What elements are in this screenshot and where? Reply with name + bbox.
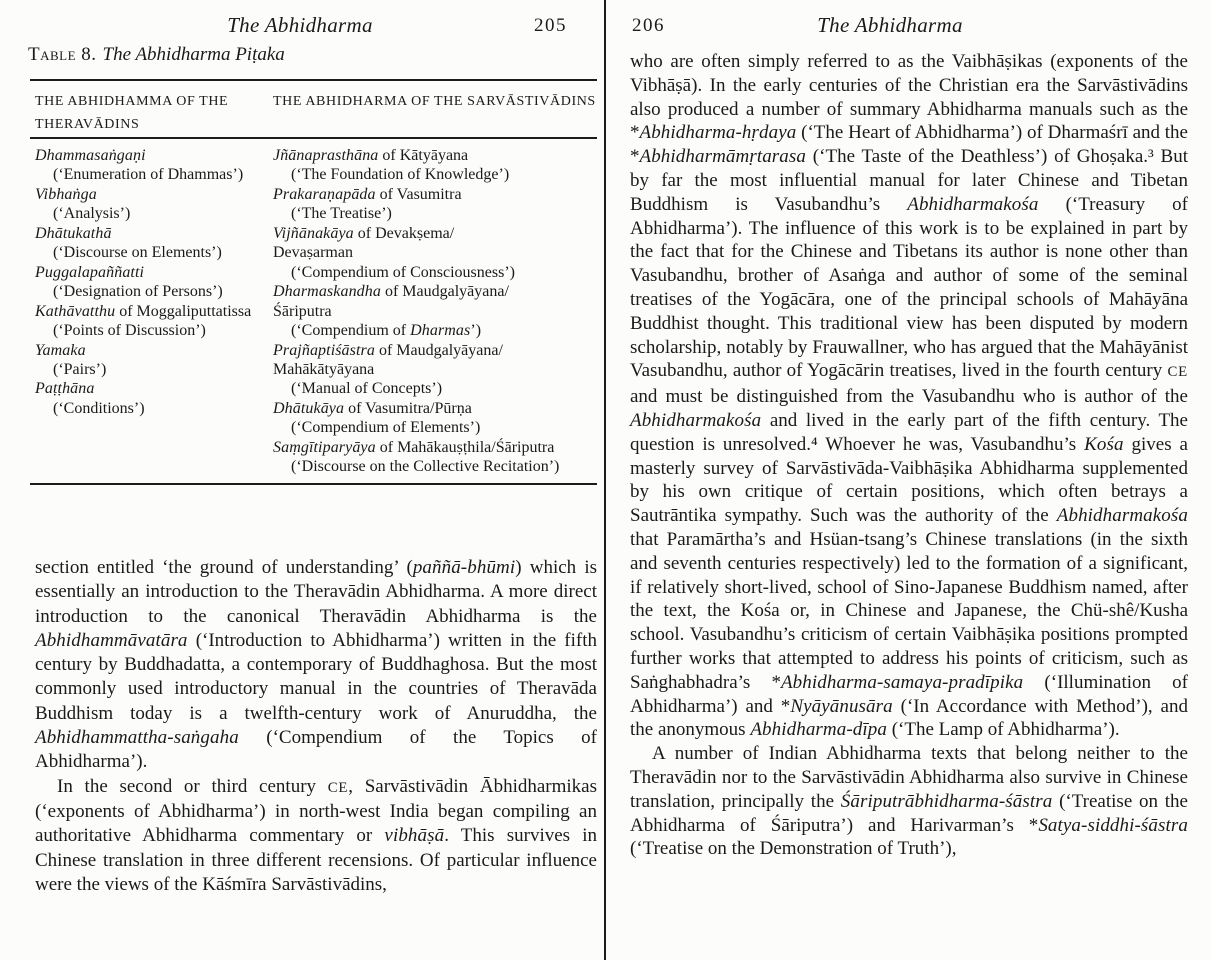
table-line: (‘Discourse on the Collective Recitation’) <box>291 458 560 476</box>
page-number-right: 206 <box>632 15 665 36</box>
running-head-right: The Abhidharma <box>817 13 963 37</box>
table-line: Dhātukāya of Vasumitra/Pūrṇa <box>273 399 472 417</box>
table-line: Kathāvatthu of Moggaliputtatissa <box>35 302 252 320</box>
table-line: (‘Discourse on Elements’) <box>53 244 222 262</box>
table-line: Jñānaprasthāna of Kātyāyana <box>273 147 469 164</box>
table-column-theravadin <box>35 146 251 418</box>
paragraph: A number of Indian Abhidharma texts that belong neither to the Theravādin nor to the Sarvāstivādin Abhidharma also survive in Chinese translation, principally the Śāriputrābhidharma-śāstra (‘Treatise on the Abhidharma of Śāriputra’) and Harivarman’s *Satya-siddhi-śāstra (‘Treatise on the Demonstration of Truth’), <box>630 743 1188 860</box>
table-line: Vijñānakāya of Devakṣema/ <box>273 224 455 242</box>
table-caption-title: The Abhidharma Piṭaka <box>102 44 285 65</box>
table-line: (‘Compendium of Elements’) <box>291 419 481 437</box>
table-line: (‘Manual of Concepts’) <box>291 380 443 398</box>
table-line: Devaṣarman <box>273 244 353 262</box>
table-line: Śāriputra <box>273 302 332 320</box>
table-line: (‘Analysis’) <box>53 205 131 223</box>
left-page-body <box>35 556 597 897</box>
table-header-sarvastivadins: THE ABHIDHARMA OF THE SARVĀSTIVĀDINS <box>273 94 596 109</box>
table-rule-bottom <box>30 483 597 485</box>
right-page-body <box>630 50 1188 861</box>
paragraph: who are often simply referred to as the Vaibhāṣikas (exponents of the Vibhāṣā). In the early centuries of the Christian era the Sarvāstivādins also produced a number of summary Abhidharma manuals such as the *Abhidharma-hṛdaya (‘The Heart of Abhidharma’) of Dharmaśrī and the *Abhidharmāmṛtarasa (‘The Taste of the Deathless’) of Ghoṣaka.³ But by far the most influential manual for later Chinese and Tibetan Buddhism is Vasubandhu’s Abhidharmakośa (‘Treasury of Abhidharma’). The influence of this work is to be explained in part by the fact that for the Chinese and Tibetans its author is none other than Vasubandhu, brother of Asaṅga and author of some of the seminal treatises of the Yogācāra, one of the principal schools of Mahāyāna Buddhist thought. This traditional view has been disputed by modern scholarship, notably by Frauwallner, who has argued that the Mahāyānist Vasubandhu, author of Yogācārin treatises, lived in the fourth century CE and must be distinguished from the Vasubandhu who is author of the Abhidharmakośa and lived in the early part of the fifth century. The question is unresolved.⁴ Whoever he was, Vasubandhu’s Kośa gives a masterly survey of Sarvāstivāda-Vaibhāṣika Abhidharma supplemented by his own critique of certain positions, which often betrays a Sautrāntika sympathy. Such was the authority of the Abhidharmakośa that Paramārtha’s and Hsüan-tsang’s Chinese translations (in the sixth and seventh centuries respectively) led to the formation of a significant, if relatively short-lived, school of Sino-Japanese Buddhism named, after the text, the Kośa or, in Chinese and Japanese, the Chü-shê/Kusha school. Vasubandhu’s criticism of certain Vaibhāṣika positions prompted further works that attempted to address his points of criticism, such as Saṅghabhadra’s *Abhidharma-samaya-pradīpika (‘Illumination of Abhidharma’) and *Nyāyānusāra (‘In Accordance with Method’), and the anonymous Abhidharma-dīpa (‘The Lamp of Abhidharma’). <box>630 51 1188 741</box>
table-line: (‘Compendium of Consciousness’) <box>291 263 515 281</box>
table-line: (‘Compendium of Dharmas’) <box>291 322 482 340</box>
table-line: Saṃgītiparyāya of Mahākauṣṭhila/Śāriputra <box>273 438 555 456</box>
table-line: Prajñaptiśāstra of Maudgalyāyana/ <box>273 341 503 359</box>
table-line: Mahākātyāyana <box>273 360 375 378</box>
table-line: Prakaraṇapāda of Vasumitra <box>273 185 462 203</box>
paragraph: In the second or third century CE, Sarvāstivādin Ābhidharmikas (‘exponents of Abhidharma’) in north-west India began compiling an authoritative Abhidharma commentary or vibhāṣā. This survives in Chinese translation in three different recensions. Of particular influence were the views of the Kāśmīra Sarvāstivādins, <box>35 775 598 895</box>
table-rule-middle <box>30 137 597 139</box>
table-line: (‘Points of Discussion’) <box>53 322 206 340</box>
abhidharma-pitaka-table <box>30 79 597 489</box>
table-line: (‘Designation of Persons’) <box>53 283 223 301</box>
table-line: Vibhaṅga <box>35 185 97 203</box>
page-number-left: 205 <box>534 15 567 36</box>
table-line: (‘Pairs’) <box>53 360 107 378</box>
table-line: Dhammasaṅgaṇi <box>35 147 146 164</box>
table-line: (‘The Foundation of Knowledge’) <box>291 166 510 184</box>
table-line: Yamaka <box>35 341 86 359</box>
table-line: Dhātukathā <box>35 224 112 242</box>
table-line: Dharmaskandha of Maudgalyāyana/ <box>273 283 509 301</box>
table-rule-top <box>30 79 597 81</box>
table-line: (‘The Treatise’) <box>291 205 392 223</box>
table-caption <box>28 44 285 66</box>
page-205 <box>0 0 604 960</box>
table-column-sarvastivadin <box>273 146 559 477</box>
table-line: Puggalapaññatti <box>35 263 145 281</box>
running-head-left: The Abhidharma <box>227 13 373 37</box>
table-header-theravadins: THE ABHIDHAMMA OF THE THERAVĀDINS <box>35 94 229 132</box>
page-206 <box>606 0 1210 960</box>
table-line: (‘Conditions’) <box>53 399 145 417</box>
table-line: Paṭṭhāna <box>35 380 95 398</box>
paragraph: section entitled ‘the ground of understanding’ (paññā-bhūmi) which is essentially an introduction to the Theravādin Abhidharma. A more direct introduction to the canonical Theravādin Abhidharma is the Abhidhammāvatāra (‘Introduction to Abhidharma’) written in the fifth century by Buddhadatta, a contemporary of Buddhaghosa. But the most commonly used introductory manual in the countries of Theravāda Buddhism today is a twelfth-century work of Anuruddha, the Abhidhammattha-saṅgaha (‘Compendium of the Topics of Abhidharma’). <box>35 557 597 773</box>
table-caption-label: Table 8. <box>28 44 97 65</box>
table-line: (‘Enumeration of Dhammas’) <box>53 166 244 184</box>
